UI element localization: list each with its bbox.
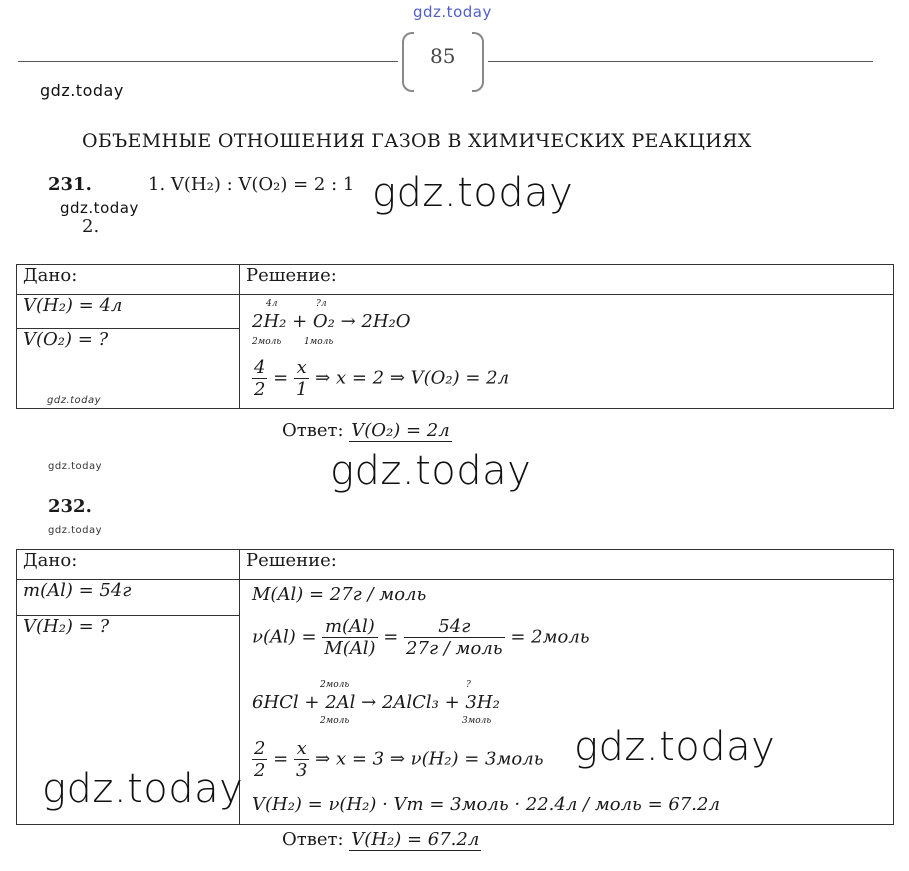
page-bracket-right xyxy=(472,32,484,92)
watermark-bottom-left: gdz.today xyxy=(42,766,244,812)
proportion-232: $\frac{2}{2}$ = $\frac{x}{3}$ ⇒ x = 3 ⇒ ν(H₂) = 3моль xyxy=(254,738,544,781)
solution-231 xyxy=(240,295,894,409)
frac-num: 2 xyxy=(254,738,266,759)
above-h2-232: ? xyxy=(466,680,471,690)
proportion-231: $\frac{4}{2}$ = $\frac{x}{1}$ ⇒ x = 2 ⇒ V(O₂) = 2л xyxy=(254,357,510,400)
below-al: 2моль xyxy=(320,716,350,726)
line-molar-mass: M(Al) = 27г / моль xyxy=(252,584,427,605)
given-v-h2: V(H₂) = ? xyxy=(17,616,240,825)
reaction-231: 2H₂ + O₂ → 2H₂O xyxy=(252,311,411,332)
proportion-rest: ⇒ x = 3 ⇒ ν(H₂) = 3моль xyxy=(315,748,544,770)
frac-den: 3 xyxy=(295,760,308,781)
answer-231 xyxy=(282,420,452,441)
above-o2: ?л xyxy=(316,299,327,309)
header-rule-right xyxy=(488,61,873,62)
watermark-bottom-right: gdz.today xyxy=(574,724,776,770)
watermark-232-small: gdz.today xyxy=(48,525,103,536)
task-231-part2: 2. xyxy=(82,216,100,237)
frac-den: 1 xyxy=(295,379,308,400)
answer-value: V(H₂) = 67.2л xyxy=(351,829,480,850)
solution-header: Решение: xyxy=(240,550,894,580)
section-title: ОБЪЕМНЫЕ ОТНОШЕНИЯ ГАЗОВ В ХИМИЧЕСКИХ РЕАКЦИЯХ xyxy=(82,130,752,152)
frac-num: x xyxy=(294,357,309,379)
watermark-mid-big: gdz.today xyxy=(330,448,532,494)
watermark-mid-small: gdz.today xyxy=(48,461,103,472)
above-al: 2моль xyxy=(320,680,350,690)
watermark-header-left: gdz.today xyxy=(40,81,124,100)
frac-den: 2 xyxy=(254,760,266,781)
watermark-table1: gdz.today xyxy=(47,395,102,406)
task-231-part1: 1. V(H₂) : V(O₂) = 2 : 1 xyxy=(148,174,355,195)
frac-num: x xyxy=(294,738,309,760)
solution-header: Решение: xyxy=(240,265,894,295)
page-number: 85 xyxy=(430,44,456,68)
moles-left: ν(Al) = xyxy=(252,626,317,648)
frac-den: M(Al) xyxy=(324,638,376,659)
page-bracket-left xyxy=(402,32,414,92)
below-h2-232: 3моль xyxy=(462,716,492,726)
given-v-o2 xyxy=(17,329,240,409)
below-o2: 1моль xyxy=(304,337,334,347)
answer-value: V(O₂) = 2л xyxy=(351,420,450,441)
given-header: Дано: xyxy=(17,265,240,295)
task-232-number: 232. xyxy=(48,496,92,517)
watermark-231-side: gdz.today xyxy=(60,199,139,217)
watermark-231-big: gdz.today xyxy=(372,170,574,216)
frac-den: 27г / моль xyxy=(406,638,503,659)
line-moles: ν(Al) = $\frac{m(Al)}{M(Al)}$ = $\frac{54г}{\text{27г / моль}}$ = 2моль xyxy=(252,616,590,659)
given-header: Дано: xyxy=(17,550,240,580)
reaction-232: 6HCl + 2Al → 2AlCl₃ + 3H₂ xyxy=(252,692,500,713)
answer-label: Ответ: xyxy=(282,420,344,441)
task-231-table xyxy=(16,264,894,409)
answer-label: Ответ: xyxy=(282,829,344,850)
given-v-h2: V(H₂) = 4л xyxy=(17,295,240,329)
watermark-top: gdz.today xyxy=(413,3,492,21)
moles-rest: = 2моль xyxy=(510,626,590,648)
frac-num: 4 xyxy=(254,357,266,378)
frac-num: 54г xyxy=(404,616,505,638)
frac-num: m(Al) xyxy=(322,616,377,638)
given-v-o2-text: V(O₂) = ? xyxy=(23,329,109,350)
given-m-al: m(Al) = 54г xyxy=(17,580,240,616)
task-231-number: 231. xyxy=(48,174,92,195)
solution-232 xyxy=(240,580,894,825)
line-volume: V(H₂) = ν(H₂) · Vm = 3моль · 22.4л / моль = 67.2л xyxy=(252,794,720,815)
header-rule-left xyxy=(18,61,398,62)
above-h2: 4л xyxy=(266,299,278,309)
frac-den: 2 xyxy=(254,379,266,400)
answer-232 xyxy=(282,829,481,850)
proportion-rest: ⇒ x = 2 ⇒ V(O₂) = 2л xyxy=(315,367,510,389)
below-h2: 2моль xyxy=(252,337,282,347)
